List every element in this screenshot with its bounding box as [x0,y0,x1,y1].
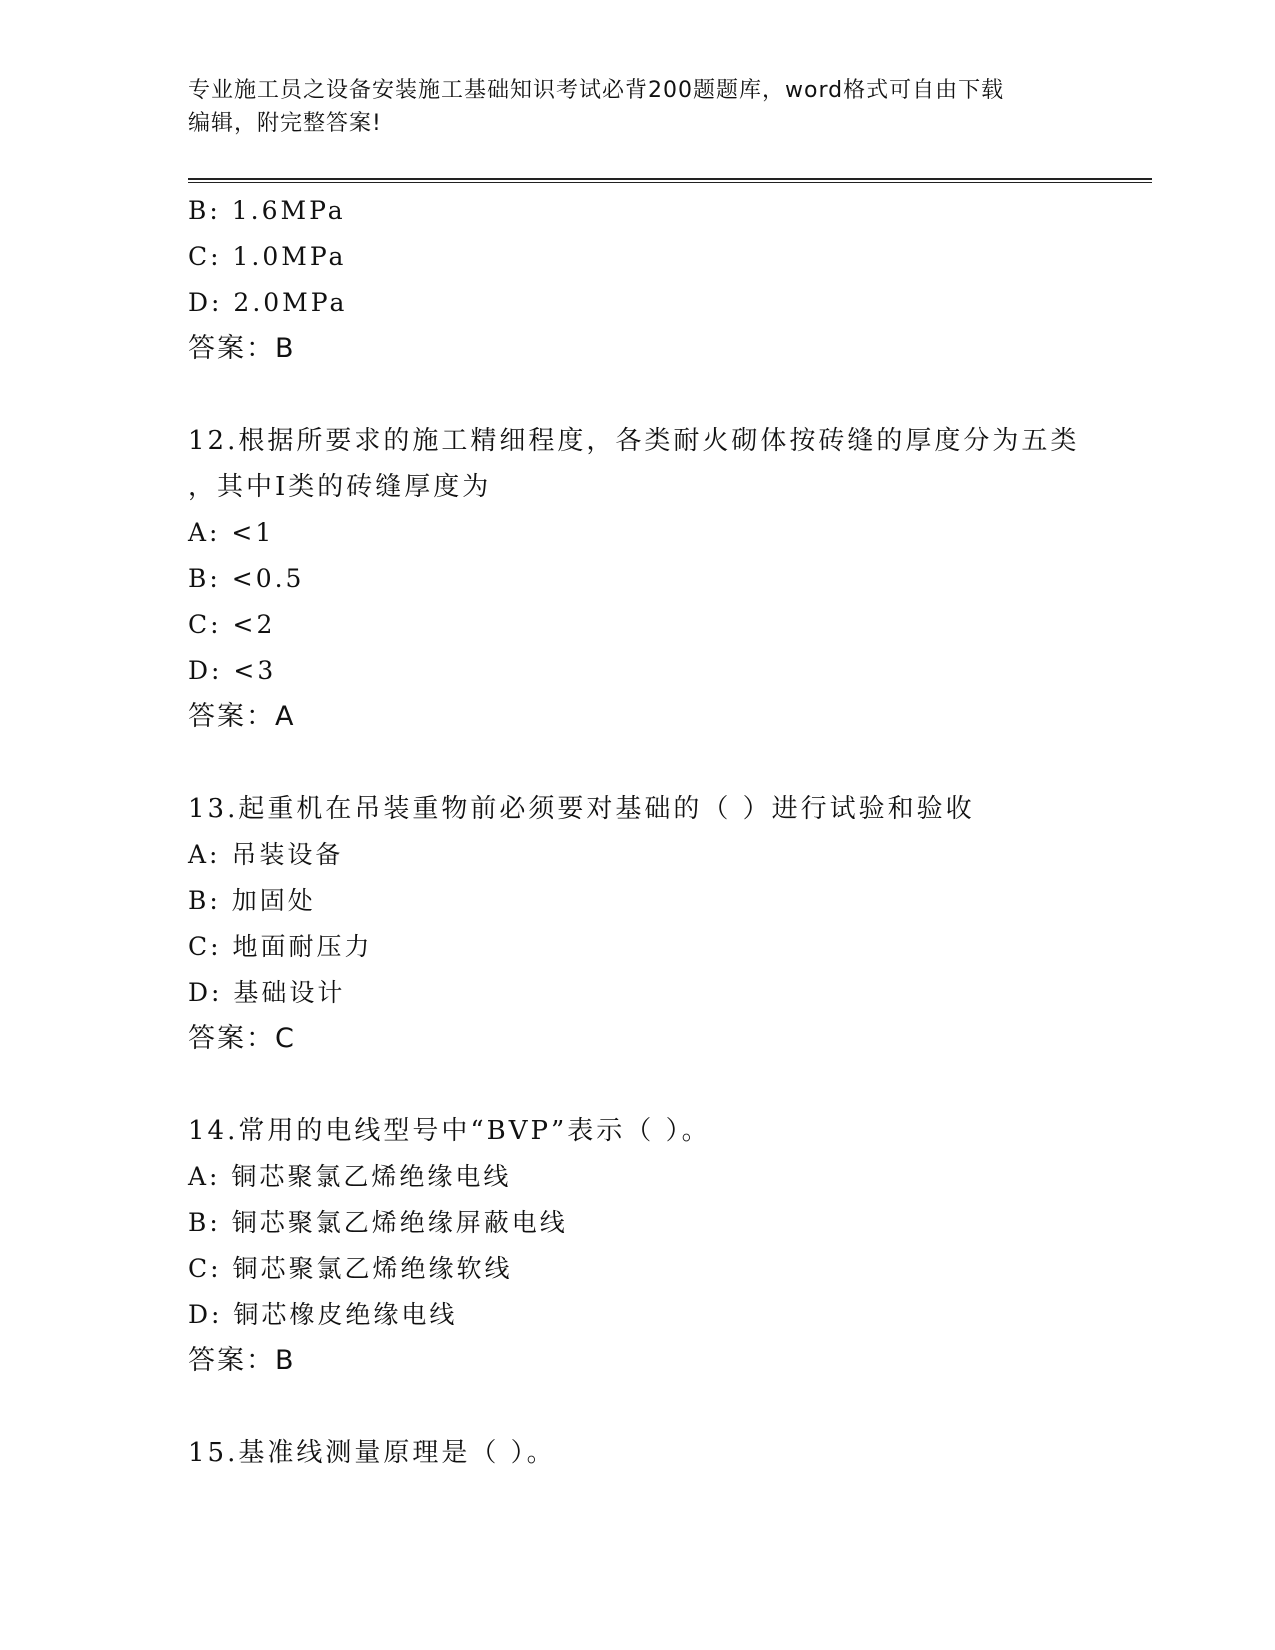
option-a: A: 铜芯聚氯乙烯绝缘电线 [188,1162,512,1191]
option-d: D: 铜芯橡皮绝缘电线 [188,1300,458,1329]
option-d: D: <3 [188,656,277,685]
question-text-line-2: ，其中Ⅰ类的砖缝厚度为 [188,472,492,502]
answer-line: 答案：B [188,333,296,364]
question-14 [188,1108,1148,1384]
option-b: B: <0.5 [188,564,305,593]
option-d: D: 基础设计 [188,978,346,1007]
continued-question [188,188,1148,372]
option-c: C: 铜芯聚氯乙烯绝缘软线 [188,1254,513,1283]
option-b: B: 加固处 [188,886,316,915]
answer-line: 答案：B [188,1345,296,1376]
question-text-line-1: 14.常用的电线型号中“BVP”表示（ ）。 [188,1116,711,1146]
question-13 [188,786,1148,1062]
question-text-line-1: 12.根据所要求的施工精细程度，各类耐火砌体按砖缝的厚度分为五类 [188,426,1080,456]
question-12 [188,418,1148,740]
option-b: B: 铜芯聚氯乙烯绝缘屏蔽电线 [188,1208,568,1237]
option-b: B: 1.6MPa [188,196,346,225]
option-a: A: 吊装设备 [188,840,344,869]
option-c: C: 1.0MPa [188,242,347,271]
option-c: C: 地面耐压力 [188,932,373,961]
option-c: C: <2 [188,610,276,639]
question-15 [188,1430,1148,1476]
header-title-line-2: 编辑，附完整答案! [188,111,382,136]
answer-line: 答案：C [188,1023,296,1054]
header-title-line-1: 专业施工员之设备安装施工基础知识考试必背200题题库，word格式可自由下载 [188,78,1005,103]
header-divider [188,178,1152,183]
option-a: A: <1 [188,518,275,547]
document-body [188,188,1148,1476]
answer-line: 答案：A [188,701,296,732]
question-text-line-1: 13.起重机在吊装重物前必须要对基础的（ ）进行试验和验收 [188,794,975,824]
document-header [188,74,1068,140]
option-d: D: 2.0MPa [188,288,348,317]
question-text-line-1: 15.基准线测量原理是（ ）。 [188,1438,556,1468]
